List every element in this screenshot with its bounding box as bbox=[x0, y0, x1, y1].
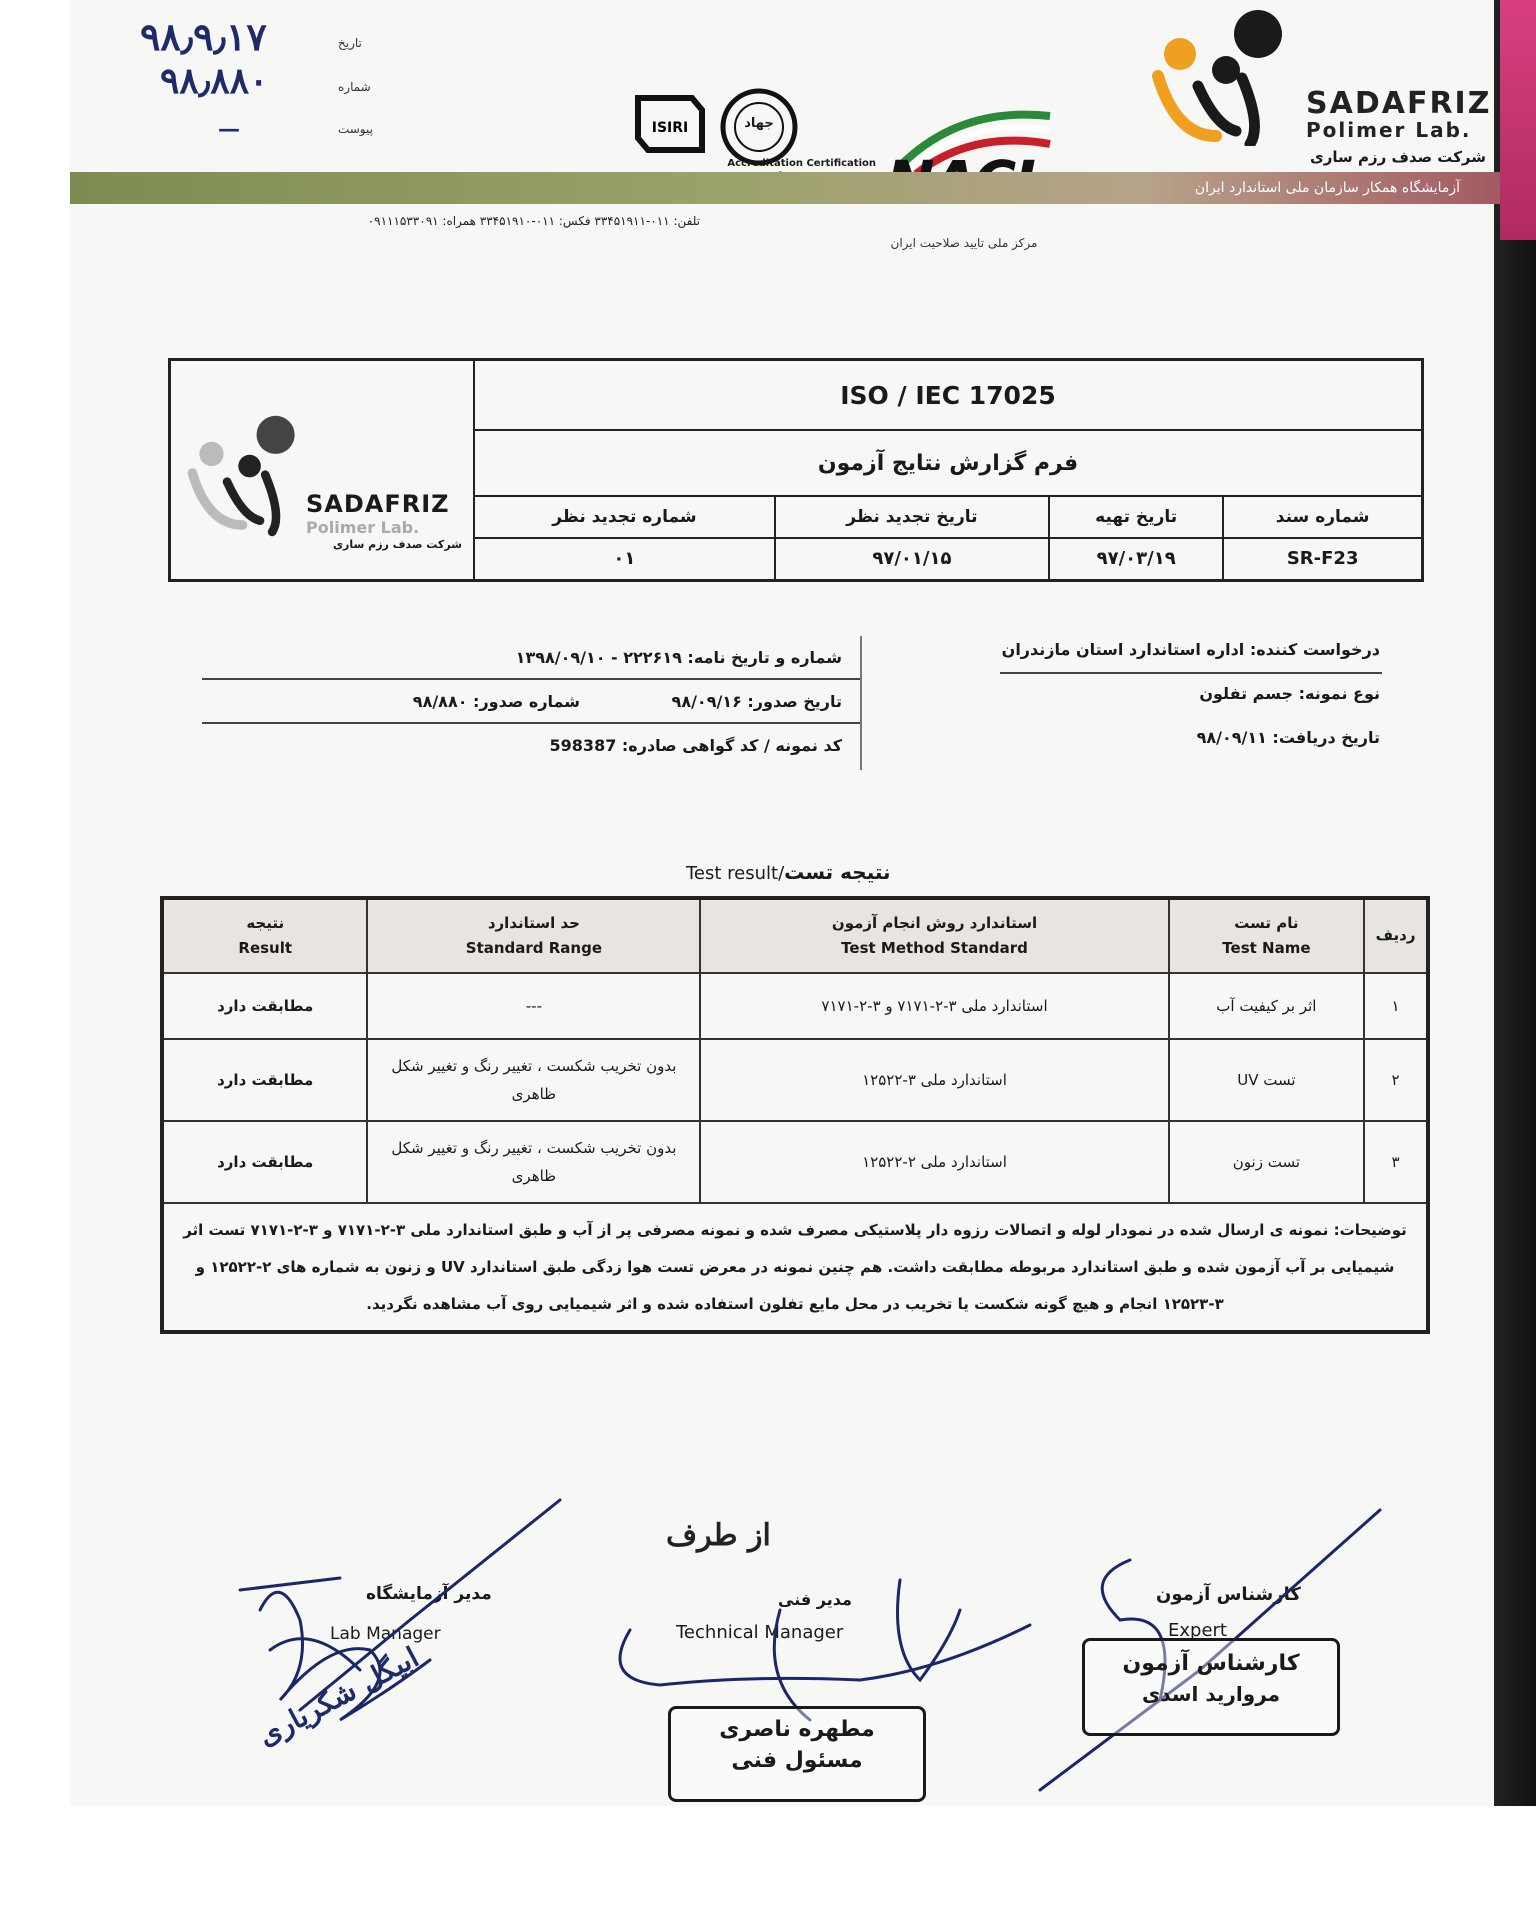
notes: توضیحات: نمونه ی ارسال شده در نمودار لوله و اتصالات رزوه دار پلاستیکی مصرف شده و نمونه مصرفی پر از آب و طبق استاندارد ملی ۳-۲-۷۱۷۱ و ۳-۲-۷۱۷۱ تست اثر شیمیایی بر آب آزمون شده و طبق استاندارد مربوطه مطابقت داشت. هم چنین نمونه در معرض تست هوا زدگی طبق استاندارد UV و زنون به شماره های ۲-۱۲۵۲۲ و ۳-۱۲۵۲۳ انجام و هیچ گونه شکست یا تخریب در محل مایع تفلون استفاده شده و اثر شیمیایی روی آب مشاهده نگردید. bbox=[162, 1203, 1428, 1332]
expert-fa: کارشناس آزمون bbox=[1156, 1584, 1301, 1605]
table-row: ۲ تست UV استاندارد ملی ۳-۱۲۵۲۲ بدون تخریب شکست ، تغییر رنگ و تغییر شکل ظاهری مطابقت دارد bbox=[162, 1039, 1428, 1121]
requester-field: درخواست کننده: اداره استاندارد استان مازندران bbox=[1001, 640, 1380, 659]
letter-no-field: شماره و تاریخ نامه: ۲۲۲۶۱۹ - ۱۳۹۸/۰۹/۱۰ bbox=[515, 648, 842, 667]
form-logo-sub: Polimer Lab. bbox=[306, 517, 420, 537]
form-standard: ISO / IEC 17025 bbox=[474, 360, 1423, 431]
number-label: شماره bbox=[338, 80, 371, 94]
divider bbox=[1000, 672, 1382, 674]
header-revision-no: شماره تجدید نظر bbox=[474, 496, 775, 538]
tech-manager-en: Technical Manager bbox=[676, 1622, 844, 1643]
number-value: ۹۸٫۸۸۰ bbox=[160, 60, 269, 102]
form-logo-icon bbox=[182, 408, 312, 538]
value-prepare-date: ۹۷/۰۳/۱۹ bbox=[1049, 538, 1223, 580]
receipt-date-field: تاریخ دریافت: ۹۸/۰۹/۱۱ bbox=[1196, 728, 1380, 747]
form-header-table bbox=[168, 358, 1424, 582]
scan-edge bbox=[1494, 0, 1536, 1806]
contact-line: تلفن: ۰۱۱-۳۳۴۵۱۹۱۱ فکس: ۰۱۱-۳۳۴۵۱۹۱۰ همراه: ۰۹۱۱۱۵۳۳۰۹۱ bbox=[367, 214, 700, 228]
results-caption bbox=[686, 860, 891, 884]
results-table bbox=[160, 896, 1430, 1334]
jahad-seal-icon bbox=[718, 86, 800, 168]
form-logo-fa: شرکت صدف رزم ساری bbox=[332, 537, 462, 551]
form-title: فرم گزارش نتایج آزمون bbox=[474, 430, 1423, 496]
note-above-tech: از طرف bbox=[666, 1518, 771, 1553]
expert-en: Expert bbox=[1168, 1620, 1227, 1641]
accreditation-text: Accreditation Certification bbox=[727, 158, 876, 169]
sample-type-field: نوع نمونه: جسم تفلون bbox=[1199, 684, 1380, 703]
results-caption-en: Test result/ bbox=[686, 863, 785, 884]
divider bbox=[202, 722, 862, 724]
col-result: نتیجه Result bbox=[162, 898, 367, 973]
col-test-name: نام تست Test Name bbox=[1169, 898, 1364, 973]
col-standard-range: حد استاندارد Standard Range bbox=[367, 898, 700, 973]
company-fa: شرکت صدف رزم ساری bbox=[1310, 148, 1486, 166]
sadafriz-logo-icon bbox=[1146, 6, 1296, 146]
sample-code-field: کد نمونه / کد گواهی صادره: 598387 bbox=[549, 736, 842, 755]
results-caption-fa: نتیجه تست bbox=[784, 860, 891, 884]
lab-manager-fa: مدیر آزمایشگاه bbox=[366, 1584, 492, 1604]
jahad-text: جهاد bbox=[744, 116, 774, 131]
value-revision-no: ۰۱ bbox=[474, 538, 775, 580]
col-test-method: استاندارد روش انجام آزمون Test Method Standard bbox=[700, 898, 1168, 973]
col-row-no: ردیف bbox=[1364, 898, 1428, 973]
form-logo-name: SADAFRIZ bbox=[306, 489, 450, 518]
date-label: تاریخ bbox=[338, 36, 362, 50]
date-value: ۹۸٫۹٫۱۷ bbox=[140, 14, 267, 59]
header-revision-date: تاریخ تجدید نظر bbox=[775, 496, 1049, 538]
lab-stamp-text: ابیگل شکریاری bbox=[252, 1640, 424, 1753]
table-row: ۱ اثر بر کیفیت آب استاندارد ملی ۳-۲-۷۱۷۱ و ۳-۲-۷۱۷۱ --- مطابقت دارد bbox=[162, 973, 1428, 1039]
standard-mark-icon bbox=[632, 86, 708, 162]
value-doc-no: SR-F23 bbox=[1223, 538, 1422, 580]
attachment-label: پیوست bbox=[338, 122, 373, 136]
attachment-value: — bbox=[218, 116, 240, 142]
divider bbox=[860, 636, 862, 770]
expert-stamp: کارشناس آزمون مروارید اسدی bbox=[1082, 1638, 1340, 1736]
issue-no-field: شماره صدور: ۹۸/۸۸۰ bbox=[412, 692, 580, 711]
lab-manager-en: Lab Manager bbox=[330, 1624, 441, 1644]
table-row: ۳ تست زنون استاندارد ملی ۲-۱۲۵۲۲ بدون تخریب شکست ، تغییر رنگ و تغییر شکل ظاهری مطابقت دارد bbox=[162, 1121, 1428, 1203]
svg-text:ISIRI: ISIRI bbox=[651, 120, 689, 136]
naci-caption: مرکز ملی تایید صلاحیت ایران bbox=[890, 236, 1038, 250]
tech-stamp: مطهره ناصری مسئول فنی bbox=[668, 1706, 926, 1802]
tech-manager-fa: مدیر فنی bbox=[778, 1590, 852, 1609]
divider bbox=[202, 678, 862, 680]
company-sub: Polimer Lab. bbox=[1306, 118, 1472, 142]
header-prepare-date: تاریخ تهیه bbox=[1049, 496, 1223, 538]
form-logo-cell bbox=[170, 360, 475, 581]
value-revision-date: ۹۷/۰۱/۱۵ bbox=[775, 538, 1049, 580]
issue-date-field: تاریخ صدور: ۹۸/۰۹/۱۶ bbox=[671, 692, 842, 711]
company-name: SADAFRIZ bbox=[1306, 86, 1492, 121]
letterhead-banner: آزمایشگاه همکار سازمان ملی استاندارد ایران bbox=[70, 172, 1500, 204]
header-doc-no: شماره سند bbox=[1223, 496, 1422, 538]
